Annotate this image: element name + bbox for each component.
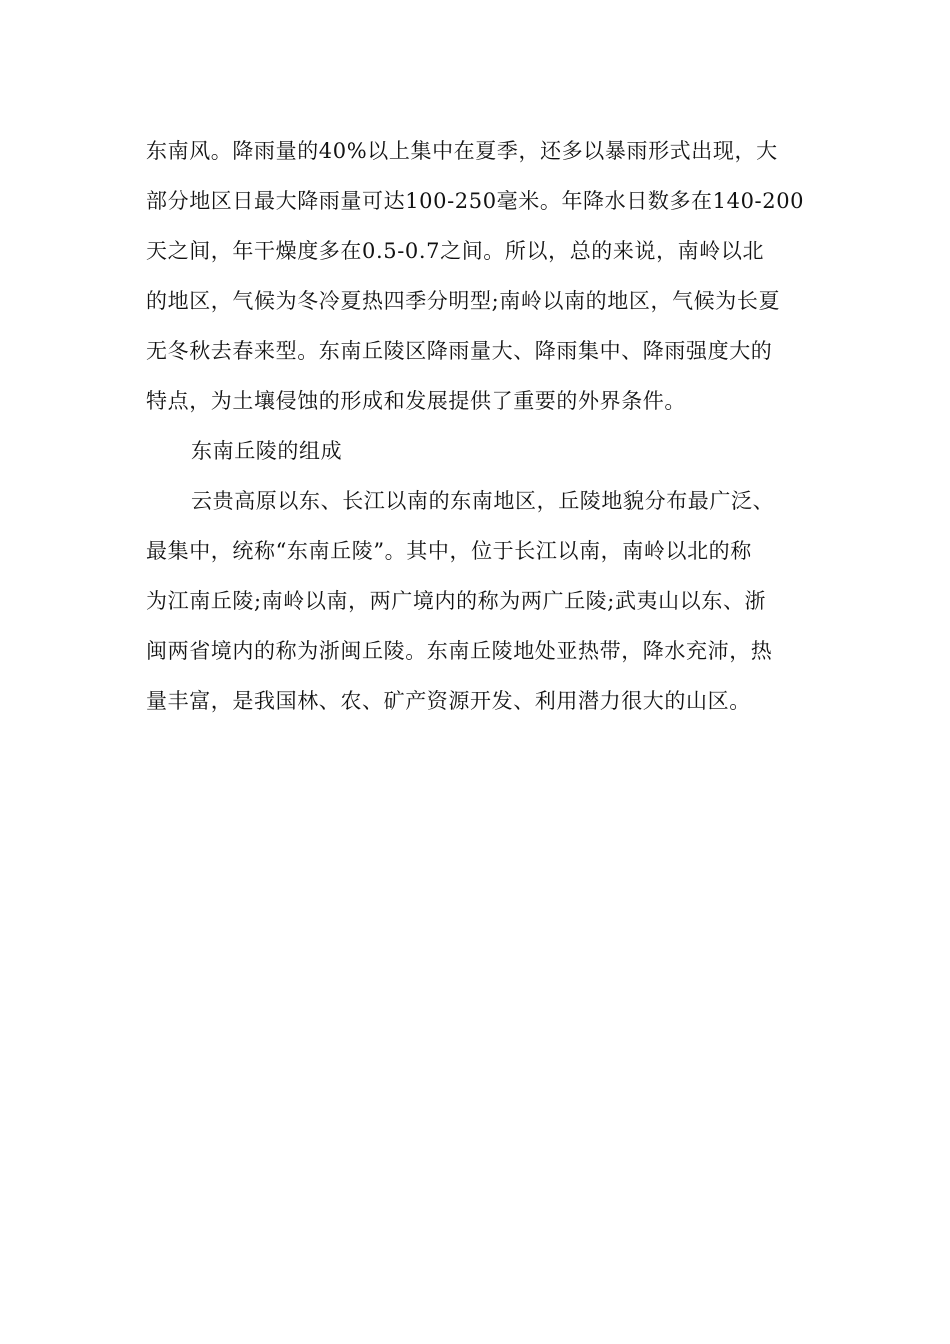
paragraph-line: 特点，为土壤侵蚀的形成和发展提供了重要的外界条件。	[146, 389, 686, 413]
section-heading: 东南丘陵的组成	[191, 439, 343, 463]
paragraph-line: 云贵高原以东、长江以南的东南地区，丘陵地貌分布最广泛、	[191, 489, 775, 513]
paragraph-line: 天之间，年干燥度多在0.5-0.7之间。所以，总的来说，南岭以北	[146, 239, 765, 263]
paragraph-line: 闽两省境内的称为浙闽丘陵。东南丘陵地处亚热带，降水充沛，热	[146, 639, 773, 663]
paragraph-line: 量丰富，是我国林、农、矿产资源开发、利用潜力很大的山区。	[146, 689, 751, 713]
paragraph-line: 东南风。降雨量的40%以上集中在夏季，还多以暴雨形式出现，大	[146, 139, 778, 163]
paragraph-line: 的地区，气候为冬冷夏热四季分明型;南岭以南的地区，气候为长夏	[146, 289, 781, 313]
paragraph-line: 部分地区日最大降雨量可达100-250毫米。年降水日数多在140-200	[146, 189, 805, 213]
paragraph-line: 无冬秋去春来型。东南丘陵区降雨量大、降雨集中、降雨强度大的	[146, 339, 773, 363]
paragraph-line: 为江南丘陵;南岭以南，两广境内的称为两广丘陵;武夷山以东、浙	[146, 589, 767, 613]
paragraph-line: 最集中，统称“东南丘陵”。其中，位于长江以南，南岭以北的称	[146, 539, 752, 563]
